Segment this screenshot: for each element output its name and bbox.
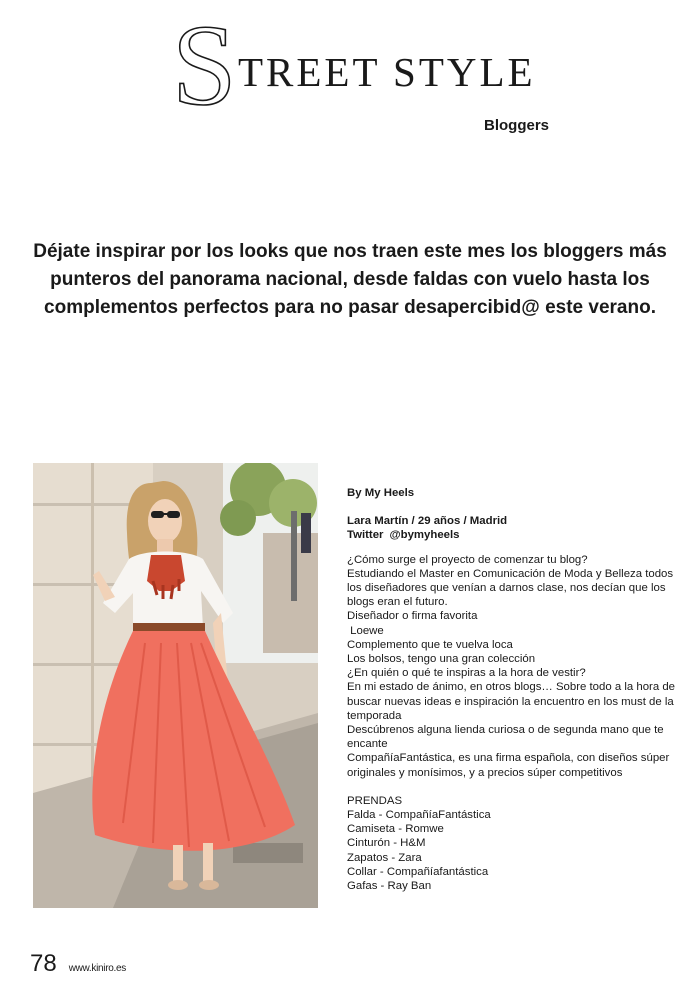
qa-line: CompañíaFantástica, es una firma española, con diseños súper originales y monísimos, y a precios súper competitivos bbox=[347, 752, 670, 779]
qa-line: Los bolsos, tengo una gran colección bbox=[347, 653, 536, 666]
qa-line: Diseñador o firma favorita bbox=[347, 610, 478, 623]
qa-line: ¿Cómo surge el proyecto de comenzar tu blog? bbox=[347, 553, 588, 566]
section-label: Bloggers bbox=[484, 117, 550, 134]
qa-line: Loewe bbox=[347, 624, 384, 637]
qa-line: ¿En quién o qué te inspiras a la hora de vestir? bbox=[347, 667, 586, 680]
page-number: 78 bbox=[30, 950, 57, 977]
blogger-photo bbox=[33, 463, 318, 908]
prendas-title: PRENDAS bbox=[347, 794, 403, 807]
prenda-item: Falda - CompañíaFantástica bbox=[347, 809, 491, 822]
twitter-handle: @bymyheels bbox=[389, 529, 460, 542]
prenda-item: Cinturón - H&M bbox=[347, 837, 426, 850]
prenda-item: Collar - Compañíafantástica bbox=[347, 865, 489, 878]
twitter-label: Twitter bbox=[347, 529, 384, 542]
title-initial: S bbox=[172, 2, 237, 130]
qa-line: Descúbrenos alguna lienda curiosa o de segunda mano que te encante bbox=[347, 724, 664, 751]
prenda-item: Zapatos - Zara bbox=[347, 851, 422, 864]
author-line: Lara Martín / 29 años / Madrid bbox=[347, 515, 508, 528]
intro-paragraph: Déjate inspirar por los looks que nos traen este mes los bloggers más punteros del panorama nacional, desde faldas con vuelo hasta los complementos perfectos para no pasar desapercibid@ este verano. bbox=[33, 241, 667, 318]
title-text: TREET STYLE bbox=[238, 49, 536, 95]
qa-line: En mi estado de ánimo, en otros blogs… Sobre todo a la hora de buscar nuevas ideas e inspiración la encuentro en los must de la temporada bbox=[347, 681, 675, 722]
byline: By My Heels bbox=[347, 487, 415, 499]
qa-line: Complemento que te vuelva loca bbox=[347, 638, 513, 651]
qa-line: Estudiando el Master en Comunicación de Moda y Belleza todos los diseñadores que venían a darnos clase, nos decían que los blogs eran el futuro. bbox=[347, 567, 674, 609]
page-footer bbox=[30, 950, 126, 978]
prenda-item: Camiseta - Romwe bbox=[347, 823, 444, 836]
article-text bbox=[347, 486, 677, 893]
twitter-line bbox=[347, 528, 677, 542]
prenda-item: Gafas - Ray Ban bbox=[347, 880, 432, 893]
website-url: www.kiniro.es bbox=[68, 963, 126, 974]
